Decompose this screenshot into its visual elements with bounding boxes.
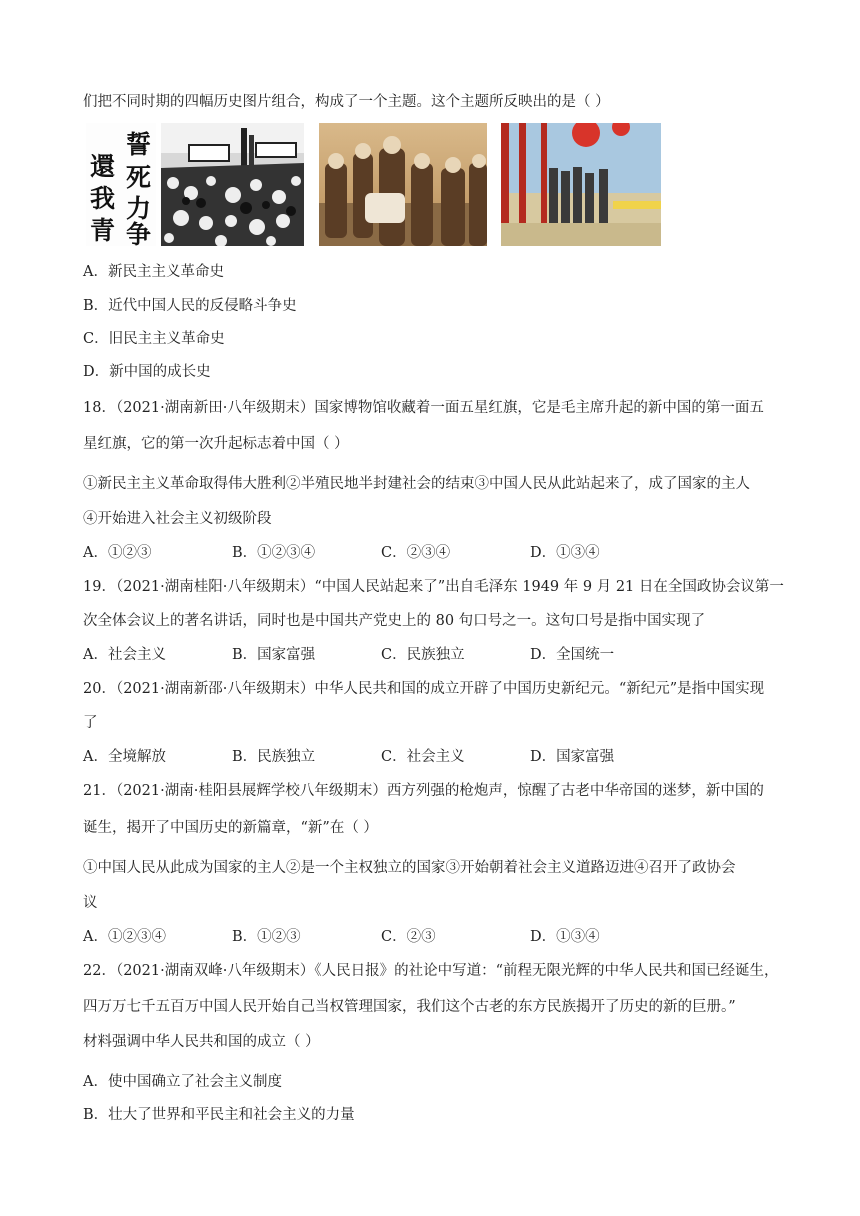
q19-option-d: D．全国统一 <box>530 647 615 663</box>
q19-option-a: A．社会主义 <box>83 647 166 663</box>
q21-option-b: B．①②③ <box>232 929 301 945</box>
svg-text:我: 我 <box>90 184 116 213</box>
q17-option-d: D．新中国的成长史 <box>83 364 211 380</box>
q17-option-a: A．新民主主义革命史 <box>83 264 224 280</box>
q18-stem-line1: 18．（2021·湖南新田·八年级期末）国家博物馆收藏着一面五星红旗，它是毛主席升起的新中国的第一面五 <box>83 400 764 416</box>
q18-option-a: A．①②③ <box>83 545 152 561</box>
q17-option-b: B．近代中国人民的反侵略斗争史 <box>83 298 297 314</box>
q22-stem-line1: 22．（2021·湖南双峰·八年级期末）《人民日报》的社论中写道：“前程无限光辉的中华人民共和国已经诞生， <box>83 963 779 979</box>
q21-statements-line2: 议 <box>83 895 98 911</box>
q21-option-a: A．①②③④ <box>83 929 166 945</box>
q21-stem-line1: 21．（2021·湖南·桂阳县展辉学校八年级期末）西方列强的枪炮声，惊醒了古老中华帝国的迷梦，新中国的 <box>83 783 764 799</box>
svg-text:誓: 誓 <box>126 130 152 159</box>
q22-option-b: B．壮大了世界和平民主和社会主义的力量 <box>83 1107 355 1123</box>
svg-text:争: 争 <box>126 220 152 246</box>
q19-option-b: B．国家富强 <box>232 647 316 663</box>
svg-text:青: 青 <box>90 216 116 245</box>
q18-stem-line2: 星红旗，它的第一次升起标志着中国（ ） <box>83 436 349 452</box>
founding-ceremony-painting <box>501 123 661 246</box>
q19-stem-line2: 次全体会议上的著名讲话，同时也是中国共产党史上的 80 句口号之一。这句口号是指中国实现了 <box>83 613 706 629</box>
q21-statements-line1: ①中国人民从此成为国家的主人②是一个主权独立的国家③开始朝着社会主义道路迈进④召开了政协会 <box>83 860 736 876</box>
q17-stem: 们把不同时期的四幅历史图片组合，构成了一个主题。这个主题所反映出的是（ ） <box>83 94 610 110</box>
q20-option-d: D．国家富强 <box>530 749 615 765</box>
q18-option-b: B．①②③④ <box>232 545 316 561</box>
q18-option-c: C．②③④ <box>381 545 451 561</box>
q20-stem-line1: 20．（2021·湖南新邵·八年级期末）中华人民共和国的成立开辟了中国历史新纪元。“新纪元”是指中国实现 <box>83 681 765 697</box>
q18-statements-line2: ④开始进入社会主义初级阶段 <box>83 511 272 527</box>
q17-option-c: C．旧民主主义革命史 <box>83 331 225 347</box>
q18-statements-line1: ①新民主主义革命取得伟大胜利②半殖民地半封建社会的结束③中国人民从此站起来了，成了国家的主人 <box>83 476 750 492</box>
svg-text:力: 力 <box>126 194 152 223</box>
calligraphy-image <box>86 123 156 246</box>
q20-stem-line2: 了 <box>83 715 98 731</box>
q20-option-b: B．民族独立 <box>232 749 316 765</box>
army-march-photo <box>319 123 487 246</box>
q19-stem-line1: 19．（2021·湖南桂阳·八年级期末）“中国人民站起来了”出自毛泽东 1949 年 9 月 21 日在全国政协会议第一 <box>83 579 784 595</box>
q22-stem-line3: 材料强调中华人民共和国的成立（ ） <box>83 1034 320 1050</box>
q21-option-c: C．②③ <box>381 929 436 945</box>
q18-option-d: D．①③④ <box>530 545 600 561</box>
q22-stem-line2: 四万万七千五百万中国人民开始自己当权管理国家，我们这个古老的东方民族揭开了历史的新的巨册。” <box>83 999 736 1015</box>
q20-option-c: C．社会主义 <box>381 749 465 765</box>
svg-text:還: 還 <box>90 152 116 181</box>
q21-stem-line2: 诞生，揭开了中国历史的新篇章，“新”在（ ） <box>83 820 378 836</box>
q20-option-a: A．全境解放 <box>83 749 166 765</box>
svg-text:死: 死 <box>126 163 152 192</box>
q21-option-d: D．①③④ <box>530 929 600 945</box>
q19-option-c: C．民族独立 <box>381 647 465 663</box>
protest-photo <box>161 123 304 246</box>
q22-option-a: A．使中国确立了社会主义制度 <box>83 1074 282 1090</box>
